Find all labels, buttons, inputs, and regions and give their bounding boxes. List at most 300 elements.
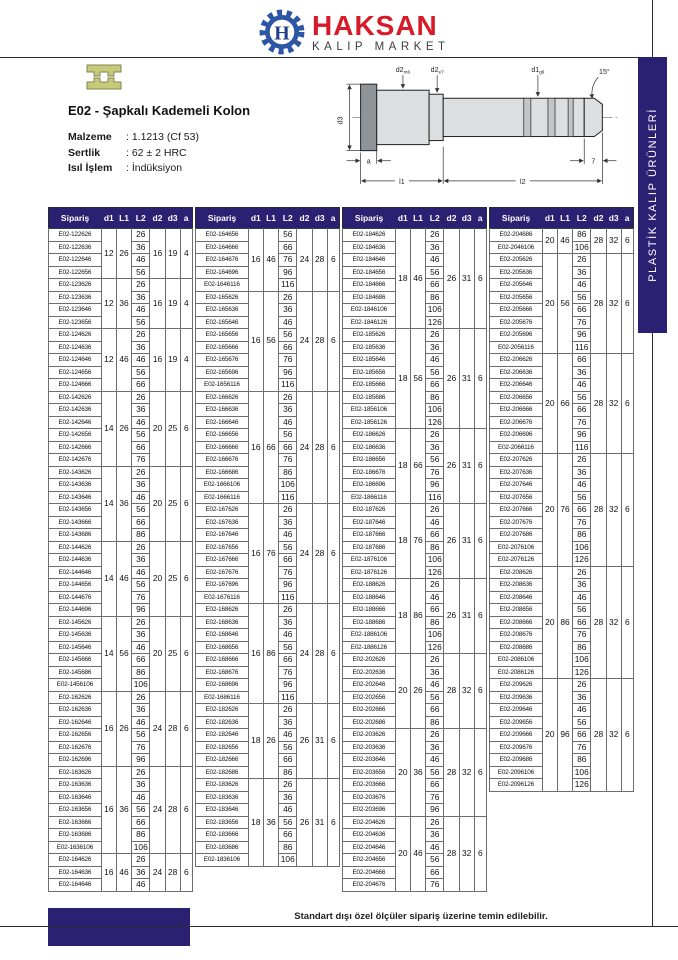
dim-L2-cell: 96 [279, 679, 297, 692]
order-code-cell: E02-202646 [343, 679, 396, 692]
dim-d2-cell: 20 [150, 466, 165, 541]
order-code-cell: E02-183646 [196, 804, 249, 817]
dim-L2-cell: 56 [279, 429, 297, 442]
dim-L2-cell: 36 [426, 441, 444, 454]
dim-L2-cell: 36 [426, 666, 444, 679]
table-row [196, 291, 340, 304]
footer-note: Standart dışı özel ölçüler sipariş üzerine temin edilebilir. [294, 911, 548, 922]
order-code-cell: E02-166646 [196, 416, 249, 429]
dim-d3-cell: 32 [606, 229, 621, 254]
order-code-cell: E02-188666 [343, 604, 396, 617]
table-row [49, 691, 193, 704]
column-header: Sipariş [196, 208, 249, 229]
order-code-cell: E02-166626 [196, 391, 249, 404]
dim-L2-cell: 46 [426, 516, 444, 529]
dim-L2-cell: 86 [132, 529, 150, 542]
dim-L2-cell: 66 [426, 604, 444, 617]
order-code-cell: E02-162646 [49, 716, 102, 729]
column-header: Sipariş [343, 208, 396, 229]
table-row [490, 254, 634, 267]
order-code-cell: E02-122646 [49, 254, 102, 267]
order-code-cell: E02-207626 [490, 454, 543, 467]
dim-L2-cell: 46 [426, 591, 444, 604]
footer-accent-box [48, 908, 190, 946]
dim-L1-cell: 26 [116, 691, 131, 766]
order-code-cell: E02-2086126 [490, 666, 543, 679]
dim-L2-cell: 56 [573, 391, 591, 404]
dim-L2-cell: 26 [426, 579, 444, 592]
dim-L2-cell: 76 [573, 629, 591, 642]
dim-L2-cell: 76 [132, 591, 150, 604]
order-code-cell: E02-163656 [49, 804, 102, 817]
order-code-cell: E02-165666 [196, 341, 249, 354]
dim-L2-cell: 46 [279, 529, 297, 542]
dim-L2-cell: 26 [132, 279, 150, 292]
order-code-cell: E02-2066116 [490, 441, 543, 454]
dim-d3-cell: 28 [312, 604, 327, 704]
order-code-cell: E02-164636 [49, 866, 102, 879]
dim-d1g6-label: $d1_{g6}$ [531, 67, 545, 75]
dim-L1-cell: 76 [263, 504, 278, 604]
order-code-cell: E02-2076126 [490, 554, 543, 567]
dim-L2-cell: 26 [573, 566, 591, 579]
dim-L2-cell: 86 [426, 616, 444, 629]
dim-L2-cell: 36 [132, 404, 150, 417]
order-code-cell: E02-208676 [490, 629, 543, 642]
column-header: L1 [263, 208, 278, 229]
table-row [196, 604, 340, 617]
dim-L2-cell: 106 [573, 541, 591, 554]
dim-L2-cell: 26 [132, 391, 150, 404]
order-code-cell: E02-207686 [490, 529, 543, 542]
dim-L2-cell: 126 [573, 554, 591, 567]
order-code-cell: E02-203626 [343, 729, 396, 742]
dim-d3-cell: 28 [312, 291, 327, 391]
order-code-cell: E02-142666 [49, 441, 102, 454]
dim-L2-cell: 106 [573, 241, 591, 254]
dim-L2-cell: 126 [426, 566, 444, 579]
order-code-cell: E02-162696 [49, 754, 102, 767]
brand-subtitle: KALIP MARKET [312, 40, 450, 53]
dim-L2-cell: 56 [132, 804, 150, 817]
dim-d1-cell: 16 [248, 604, 263, 704]
table-row [343, 729, 487, 742]
dim-a-cell: 6 [327, 779, 339, 867]
dim-L2-cell: 66 [279, 554, 297, 567]
order-code-cell: E02-207666 [490, 504, 543, 517]
column-header: Sipariş [490, 208, 543, 229]
order-code-cell: E02-168656 [196, 641, 249, 654]
dim-a-cell: 6 [474, 579, 486, 654]
order-code-cell: E02-167666 [196, 554, 249, 567]
dim-L2-cell: 26 [573, 679, 591, 692]
table-row [343, 816, 487, 829]
dim-L2-cell: 26 [279, 604, 297, 617]
dim-L2-cell: 56 [426, 691, 444, 704]
dim-L2-cell: 96 [426, 479, 444, 492]
order-code-cell: E02-208626 [490, 566, 543, 579]
order-code-cell: E02-209656 [490, 716, 543, 729]
order-code-cell: E02-207636 [490, 466, 543, 479]
dim-L2-cell: 56 [132, 504, 150, 517]
dim-d2-cell: 24 [297, 229, 312, 292]
order-code-cell: E02-204626 [343, 816, 396, 829]
dim-a-cell: 6 [474, 729, 486, 817]
dim-L1-cell: 36 [116, 766, 131, 854]
logo [258, 8, 450, 56]
spec-heat-treatment: Isıl İşlem : İndüksiyon [68, 162, 183, 174]
dim-d1-cell: 16 [101, 766, 116, 854]
order-code-cell: E02-205666 [490, 304, 543, 317]
dim-L2-cell: 26 [426, 816, 444, 829]
dim-d2e7-label: $d2_{e7}$ [430, 67, 444, 75]
order-code-cell: E02-143646 [49, 491, 102, 504]
dim-L2-cell: 106 [426, 304, 444, 317]
dim-d3-cell: 19 [165, 329, 180, 392]
order-code-cell: E02-1856106 [343, 404, 396, 417]
column-header: d3 [165, 208, 180, 229]
table-row [49, 854, 193, 867]
order-code-cell: E02-184626 [343, 229, 396, 242]
dim-d1-cell: 14 [101, 616, 116, 691]
dim-L2-cell: 56 [279, 816, 297, 829]
dim-L2-cell: 26 [132, 616, 150, 629]
dim-d1-cell: 16 [101, 691, 116, 766]
order-code-cell: E02-167656 [196, 541, 249, 554]
dim-L1-cell: 56 [557, 254, 572, 354]
order-code-cell: E02-206696 [490, 429, 543, 442]
order-code-cell: E02-145626 [49, 616, 102, 629]
dim-L2-cell: 116 [573, 341, 591, 354]
dim-L2-cell: 116 [426, 491, 444, 504]
dim-L2-cell: 56 [132, 316, 150, 329]
dim-d1-cell: 16 [248, 229, 263, 292]
dim-L2-cell: 106 [279, 854, 297, 867]
dim-d1-cell: 12 [101, 229, 116, 279]
order-code-cell: E02-184646 [343, 254, 396, 267]
order-code-cell: E02-1836106 [196, 854, 249, 867]
footer-divider [0, 926, 678, 927]
order-code-cell: E02-185646 [343, 354, 396, 367]
dim-L2-cell: 46 [132, 254, 150, 267]
dim-d3-cell: 31 [459, 504, 474, 579]
order-code-cell: E02-143656 [49, 504, 102, 517]
order-code-cell: E02-124626 [49, 329, 102, 342]
size-table-4 [489, 207, 634, 792]
order-code-cell: E02-207646 [490, 479, 543, 492]
order-code-cell: E02-124636 [49, 341, 102, 354]
dim-d2-cell: 26 [297, 704, 312, 779]
order-code-cell: E02-143626 [49, 466, 102, 479]
order-code-cell: E02-162676 [49, 741, 102, 754]
dim-L2-cell: 46 [132, 354, 150, 367]
order-code-cell: E02-162626 [49, 691, 102, 704]
dim-L2-cell: 66 [132, 379, 150, 392]
dim-a-cell: 6 [327, 391, 339, 504]
dim-L1-cell: 56 [263, 291, 278, 391]
size-tables [48, 207, 634, 892]
dim-L1-cell: 46 [116, 854, 131, 892]
dim-L2-cell: 106 [426, 629, 444, 642]
dim-d2-cell: 24 [297, 391, 312, 504]
order-code-cell: E02-184636 [343, 241, 396, 254]
dim-d2-cell: 24 [150, 691, 165, 766]
dim-a-cell: 6 [621, 566, 633, 679]
dim-L2-cell: 126 [426, 316, 444, 329]
dim-L2-cell: 26 [132, 541, 150, 554]
column-header: d2 [150, 208, 165, 229]
order-code-cell: E02-203636 [343, 741, 396, 754]
order-code-cell: E02-163646 [49, 791, 102, 804]
order-code-cell: E02-167676 [196, 566, 249, 579]
dim-L2-cell: 86 [573, 641, 591, 654]
order-code-cell: E02-165656 [196, 329, 249, 342]
order-code-cell: E02-188646 [343, 591, 396, 604]
table-header-row [343, 208, 487, 229]
dim-L2-cell: 36 [279, 791, 297, 804]
dim-L2-cell: 46 [426, 841, 444, 854]
dim-d1-cell: 20 [542, 679, 557, 792]
dim-L2-cell: 66 [573, 729, 591, 742]
order-code-cell: E02-204666 [343, 866, 396, 879]
dim-a-cell: 6 [621, 229, 633, 254]
category-banner [638, 57, 667, 333]
dim-d1-cell: 20 [542, 566, 557, 679]
dim-L2-cell: 116 [279, 591, 297, 604]
order-code-cell: E02-1656116 [196, 379, 249, 392]
order-code-cell: E02-184686 [343, 291, 396, 304]
order-code-cell: E02-188626 [343, 579, 396, 592]
dim-L2-cell: 36 [426, 741, 444, 754]
order-code-cell: E02-187626 [343, 504, 396, 517]
dim-L1-cell: 86 [263, 604, 278, 704]
dim-d1-cell: 12 [101, 329, 116, 392]
dim-L2-cell: 46 [279, 416, 297, 429]
dim-L2-cell: 26 [573, 254, 591, 267]
order-code-cell: E02-1846126 [343, 316, 396, 329]
dim-L2-cell: 56 [132, 429, 150, 442]
column-header: a [180, 208, 192, 229]
dim-L2-cell: 46 [573, 591, 591, 604]
dim-d2-cell: 26 [444, 579, 459, 654]
dim-L2-cell: 46 [573, 704, 591, 717]
dim-L2-cell: 26 [426, 329, 444, 342]
table-row [343, 229, 487, 242]
dim-L2-cell: 26 [279, 704, 297, 717]
order-code-cell: E02-185686 [343, 391, 396, 404]
dim-L2-cell: 96 [279, 266, 297, 279]
column-header: L1 [410, 208, 425, 229]
column-header: a [621, 208, 633, 229]
dim-L1-cell: 56 [116, 616, 131, 691]
dim-L1-cell: 46 [116, 541, 131, 616]
dim-d3-cell: 28 [312, 229, 327, 292]
dim-a-cell: 6 [327, 504, 339, 604]
order-code-cell: E02-208666 [490, 616, 543, 629]
order-code-cell: E02-143636 [49, 479, 102, 492]
dim-d1-cell: 16 [248, 504, 263, 604]
order-code-cell: E02-1676116 [196, 591, 249, 604]
dim-d2-cell: 26 [444, 429, 459, 504]
column-header: d3 [459, 208, 474, 229]
order-code-cell: E02-185666 [343, 379, 396, 392]
order-code-cell: E02-164656 [196, 229, 249, 242]
order-code-cell: E02-202656 [343, 691, 396, 704]
dim-L2-cell: 36 [279, 716, 297, 729]
order-code-cell: E02-203676 [343, 791, 396, 804]
dim-L2-cell: 36 [132, 291, 150, 304]
order-code-cell: E02-206626 [490, 354, 543, 367]
dim-L2-cell: 76 [279, 354, 297, 367]
table-row [196, 229, 340, 242]
dim-a-cell: 6 [327, 604, 339, 704]
order-code-cell: E02-142636 [49, 404, 102, 417]
dim-d2-cell: 24 [297, 291, 312, 391]
dim-L1-cell: 46 [263, 229, 278, 292]
dim-L2-cell: 26 [279, 391, 297, 404]
column-header: d1 [395, 208, 410, 229]
dim-L2-cell: 56 [279, 541, 297, 554]
order-code-cell: E02-165676 [196, 354, 249, 367]
dim-angle-label: 15° [599, 69, 610, 77]
dim-L2-cell: 116 [279, 379, 297, 392]
order-code-cell: E02-123656 [49, 316, 102, 329]
order-code-cell: E02-187666 [343, 529, 396, 542]
order-code-cell: E02-168646 [196, 629, 249, 642]
order-code-cell: E02-204636 [343, 829, 396, 842]
column-header: a [327, 208, 339, 229]
dim-L2-cell: 66 [426, 529, 444, 542]
dim-L1-cell: 86 [410, 579, 425, 654]
dim-L1-cell: 36 [410, 729, 425, 817]
order-code-cell: E02-208636 [490, 579, 543, 592]
dim-L2-cell: 106 [279, 479, 297, 492]
dim-L2-cell: 36 [132, 554, 150, 567]
dim-a-cell: 6 [621, 354, 633, 454]
order-code-cell: E02-182626 [196, 704, 249, 717]
dim-L2-cell: 66 [573, 404, 591, 417]
table-row [343, 579, 487, 592]
dim-L2-cell: 66 [426, 379, 444, 392]
dim-L2-cell: 66 [132, 654, 150, 667]
dim-a-cell: 6 [474, 229, 486, 329]
order-code-cell: E02-163686 [49, 829, 102, 842]
dim-L2-cell: 86 [279, 841, 297, 854]
order-code-cell: E02-205646 [490, 279, 543, 292]
order-code-cell: E02-208686 [490, 641, 543, 654]
order-code-cell: E02-168636 [196, 616, 249, 629]
column-header: L2 [279, 208, 297, 229]
dim-a-cell: 6 [621, 679, 633, 792]
dim-a-cell: 6 [180, 391, 192, 466]
dim-d2-cell: 20 [150, 391, 165, 466]
order-code-cell: E02-1456106 [49, 679, 102, 692]
dim-d1-cell: 20 [395, 816, 410, 891]
tip-shape [584, 98, 602, 136]
order-code-cell: E02-164696 [196, 266, 249, 279]
order-code-cell: E02-168626 [196, 604, 249, 617]
dim-L2-cell: 26 [132, 329, 150, 342]
order-code-cell: E02-185626 [343, 329, 396, 342]
order-code-cell: E02-205656 [490, 291, 543, 304]
dim-L2-cell: 76 [573, 416, 591, 429]
order-code-cell: E02-209686 [490, 754, 543, 767]
dim-d2-cell: 16 [150, 329, 165, 392]
order-code-cell: E02-143686 [49, 529, 102, 542]
order-code-cell: E02-2046106 [490, 241, 543, 254]
order-code-cell: E02-2056116 [490, 341, 543, 354]
dim-d3-cell: 32 [459, 816, 474, 891]
dim-d2m6-label: $d2_{m6}$ [395, 67, 411, 75]
table-row [49, 766, 193, 779]
order-code-cell: E02-182656 [196, 741, 249, 754]
dim-L2-cell: 36 [573, 691, 591, 704]
dim-d2-cell: 28 [591, 454, 606, 567]
order-code-cell: E02-202666 [343, 704, 396, 717]
order-code-cell: E02-209636 [490, 691, 543, 704]
table-row [490, 679, 634, 692]
table-row [49, 466, 193, 479]
dim-L2-cell: 46 [573, 279, 591, 292]
order-code-cell: E02-1866116 [343, 491, 396, 504]
dim-d1-cell: 14 [101, 391, 116, 466]
table-row [196, 391, 340, 404]
dim-L2-cell: 66 [132, 441, 150, 454]
order-code-cell: E02-166686 [196, 466, 249, 479]
dim-L1-cell: 26 [410, 654, 425, 729]
order-code-cell: E02-206646 [490, 379, 543, 392]
dim-d1-cell: 14 [101, 541, 116, 616]
dim-L1-cell: 26 [263, 704, 278, 779]
dim-L1-cell: 36 [263, 779, 278, 867]
spec-list [68, 130, 199, 177]
dim-L2-cell: 106 [573, 766, 591, 779]
dim-L2-cell: 86 [279, 766, 297, 779]
column-header: a [474, 208, 486, 229]
order-code-cell: E02-168676 [196, 666, 249, 679]
order-code-cell: E02-168666 [196, 654, 249, 667]
dim-L2-cell: 86 [426, 291, 444, 304]
order-code-cell: E02-144636 [49, 554, 102, 567]
dim-a-cell: 6 [180, 766, 192, 854]
category-banner-label: PLASTİK KALIP ÜRÜNLERİ [646, 108, 659, 282]
dim-L2-cell: 66 [279, 654, 297, 667]
order-code-cell: E02-204686 [490, 229, 543, 242]
table-row [196, 704, 340, 717]
order-code-cell: E02-203666 [343, 779, 396, 792]
dim-d3-cell: 25 [165, 541, 180, 616]
dim-d2-cell: 16 [150, 279, 165, 329]
dim-d1-cell: 20 [395, 729, 410, 817]
table-header-row [196, 208, 340, 229]
dim-L2-cell: 56 [573, 291, 591, 304]
dim-d2-cell: 26 [444, 329, 459, 429]
column-header: d3 [606, 208, 621, 229]
order-code-cell: E02-124656 [49, 366, 102, 379]
step1-shape [377, 90, 429, 144]
dim-d1-cell: 20 [542, 254, 557, 354]
dim-d3-cell: 32 [606, 454, 621, 567]
order-code-cell: E02-1846106 [343, 304, 396, 317]
dim-L2-cell: 36 [132, 704, 150, 717]
dim-L2-cell: 86 [132, 666, 150, 679]
table-row [343, 504, 487, 517]
dim-d3-cell: 25 [165, 391, 180, 466]
order-code-cell: E02-122636 [49, 241, 102, 254]
dim-d3-cell: 32 [606, 566, 621, 679]
dim-d1-cell: 12 [101, 279, 116, 329]
order-code-cell: E02-166666 [196, 441, 249, 454]
